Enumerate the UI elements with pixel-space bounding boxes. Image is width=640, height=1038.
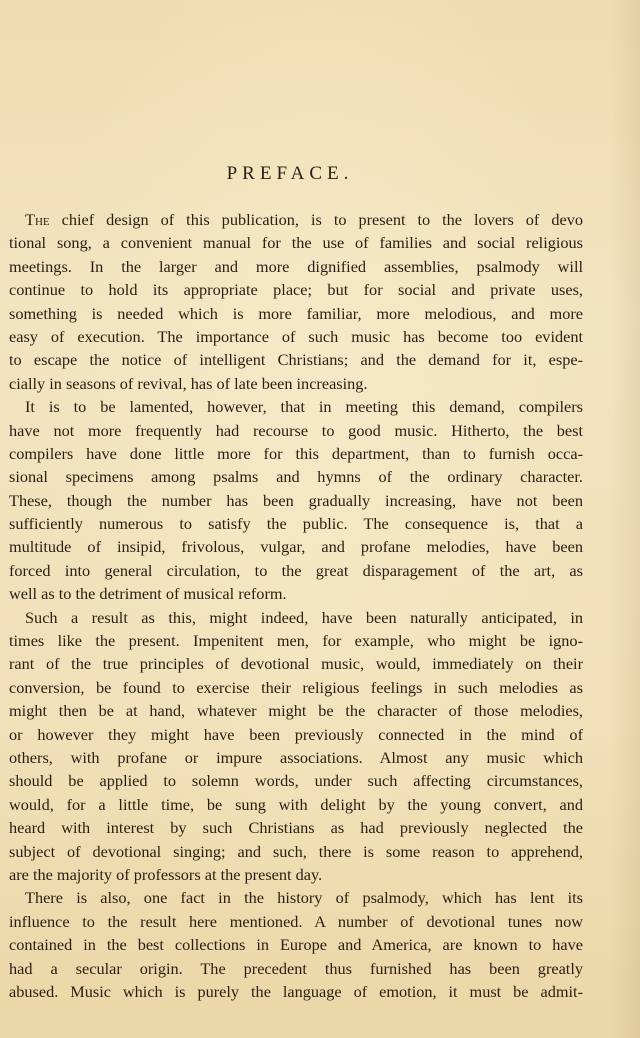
text-line: contained in the best collections in Europe and America, are known to have: [9, 935, 583, 955]
page-edge-shadow: [610, 0, 640, 1038]
paragraph-3: [9, 606, 583, 887]
text-line: conversion, be found to exercise their religious feelings in such melodies as: [9, 677, 583, 697]
page-heading: PREFACE.: [226, 163, 354, 184]
text-line: well as to the detriment of musical reform.: [9, 584, 287, 604]
text-line: subject of devotional singing; and such, there is some reason to apprehend,: [9, 841, 583, 861]
text-line: easy of execution. The importance of such music has become too evident: [9, 326, 583, 346]
text-line: or however they might have been previously connected in the mind of: [9, 724, 583, 744]
text-line: had a secular origin. The precedent thus furnished has been greatly: [9, 958, 583, 978]
text-line: something is needed which is more familiar, more melodious, and more: [9, 303, 583, 323]
preface-text: [9, 208, 583, 1003]
text-line: others, with profane or impure associations. Almost any music which: [9, 747, 583, 767]
paragraph-1: [9, 208, 583, 395]
paragraph-4: [9, 886, 583, 1003]
text-line: influence to the result here mentioned. A number of devotional tunes now: [9, 911, 583, 931]
text-line: cially in seasons of revival, has of late been increasing.: [9, 373, 368, 393]
text-line: These, though the number has been gradually increasing, have not been: [9, 490, 583, 510]
text-line: sional specimens among psalms and hymns of the ordinary character.: [9, 467, 583, 487]
text-line: heard with interest by such Christians as had previously neglected the: [9, 818, 583, 838]
text-line: meetings. In the larger and more dignified assemblies, psalmody will: [9, 256, 583, 276]
text-line: tional song, a convenient manual for the use of families and social religious: [9, 233, 583, 253]
text-line: compilers have done little more for this department, than to furnish occa-: [9, 443, 583, 463]
paragraph-2: [9, 395, 583, 606]
text-line: might then be at hand, whatever might be the character of those melodies,: [9, 701, 583, 721]
text-line: would, for a little time, be sung with delight by the young convert, and: [9, 794, 583, 814]
text-line: There is also, one fact in the history of psalmody, which has lent its: [25, 888, 583, 908]
text-line: should be applied to solemn words, under such affecting circumstances,: [9, 771, 583, 791]
lead-word: The: [25, 210, 50, 229]
text-line: Such a result as this, might indeed, have been naturally anticipated, in: [25, 607, 583, 627]
text-line: forced into general circulation, to the great disparagement of the art, as: [9, 560, 583, 580]
text-line: sufficiently numerous to satisfy the public. The consequence is, that a: [9, 514, 583, 534]
text-line: to escape the notice of intelligent Christians; and the demand for it, espe-: [9, 350, 583, 370]
text-line: abused. Music which is purely the language of emotion, it must be admit-: [9, 981, 583, 1001]
text-line: It is to be lamented, however, that in meeting this demand, compilers: [25, 397, 583, 417]
text-line: The chief design of this publication, is to present to the lovers of devo: [25, 210, 583, 229]
text-line: have not more frequently had recourse to good music. Hitherto, the best: [9, 420, 583, 440]
text-line: continue to hold its appropriate place; but for social and private uses,: [9, 280, 583, 300]
text-line: rant of the true principles of devotional music, would, immediately on their: [9, 654, 583, 674]
text-line: times like the present. Impenitent men, for example, who might be igno-: [9, 631, 583, 651]
text-line: multitude of insipid, frivolous, vulgar, and profane melodies, have been: [9, 537, 583, 557]
text-line: are the majority of professors at the present day.: [9, 864, 323, 884]
